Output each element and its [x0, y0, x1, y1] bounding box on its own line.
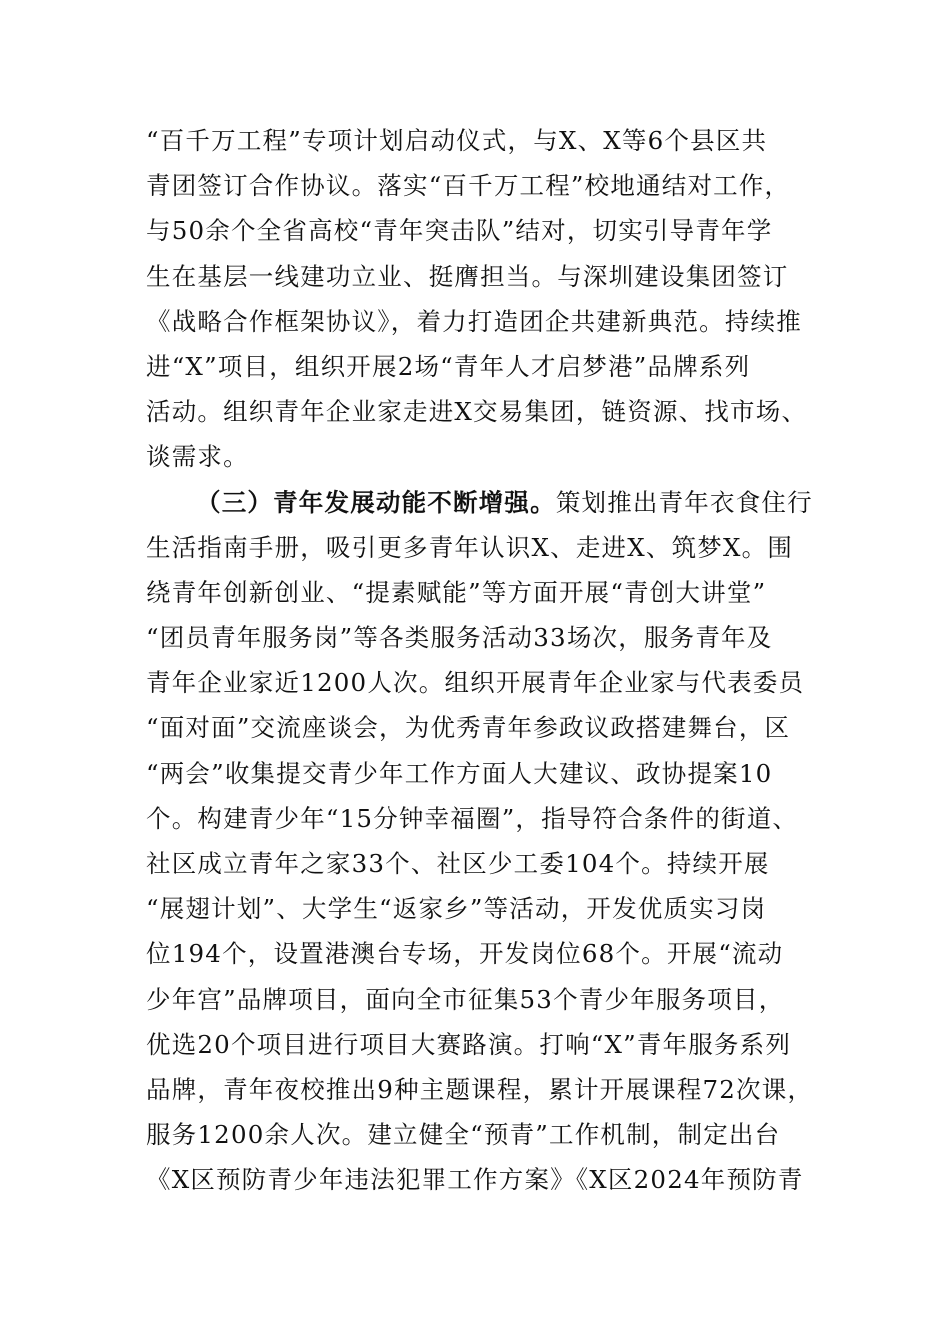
text-line: 活动。组织青年企业家走进X交易集团，链资源、找市场、 [146, 397, 808, 427]
text-line: 位194个，设置港澳台专场，开发岗位68个。开展“流动 [146, 939, 784, 969]
text-run: 策划推出青年衣食住行 [555, 487, 813, 517]
text-line: 服务1200余人次。建立健全“预青”工作机制，制定出台 [146, 1120, 781, 1150]
text-line: 进“X”项目，组织开展2场“青年人才启梦港”品牌系列 [146, 351, 751, 381]
paragraph-first-line [146, 480, 813, 525]
text-line: 生活指南手册，吸引更多青年认识X、走进X、筑梦X。围 [146, 532, 794, 562]
text-line: “团员青年服务岗”等各类服务活动33场次，服务青年及 [146, 623, 773, 653]
text-line: “百千万工程”专项计划启动仪式，与X、X等6个县区共 [146, 126, 768, 155]
text-line: 青年企业家近1200人次。组织开展青年企业家与代表委员 [146, 668, 805, 698]
text-line: “展翅计划”、大学生“返家乡”等活动，开发优质实习岗 [146, 894, 767, 924]
paragraph-1 [146, 118, 806, 480]
document-body [146, 118, 814, 1203]
text-line: 优选20个项目进行项目大赛路演。打响“X”青年服务系列 [146, 1029, 792, 1059]
text-line: 个。构建青少年“15分钟幸福圈”，指导符合条件的街道、 [146, 803, 799, 833]
paragraph-2 [146, 480, 814, 1203]
text-line: 少年宫”品牌项目，面向全市征集53个青少年服务项目， [146, 984, 785, 1014]
text-line: 生在基层一线建功立业、挺膺担当。与深圳建设集团签订 [146, 261, 789, 291]
text-line: 品牌，青年夜校推出9种主题课程，累计开展课程72次课， [146, 1074, 814, 1104]
text-line: 青团签订合作协议。落实“百千万工程”校地通结对工作， [146, 171, 791, 201]
text-line: 社区成立青年之家33个、社区少工委104个。持续开展 [146, 849, 770, 878]
text-line: “两会”收集提交青少年工作方面人大建议、政协提案10 [146, 758, 773, 788]
text-line: 谈需求。 [146, 442, 249, 472]
text-line: “面对面”交流座谈会，为优秀青年参政议政搭建舞台，区 [146, 713, 791, 743]
text-line: 绕青年创新创业、“提素赋能”等方面开展“青创大讲堂” [146, 577, 767, 607]
text-line: 《X区预防青少年违法犯罪工作方案》《X区2024年预防青 [146, 1165, 804, 1195]
section-heading: （三）青年发展动能不断增强。 [196, 487, 556, 517]
text-line: 与50余个全省高校“青年突击队”结对，切实引导青年学 [146, 216, 773, 246]
text-line: 《战略合作框架协议》，着力打造团企共建新典范。持续推 [146, 306, 802, 336]
